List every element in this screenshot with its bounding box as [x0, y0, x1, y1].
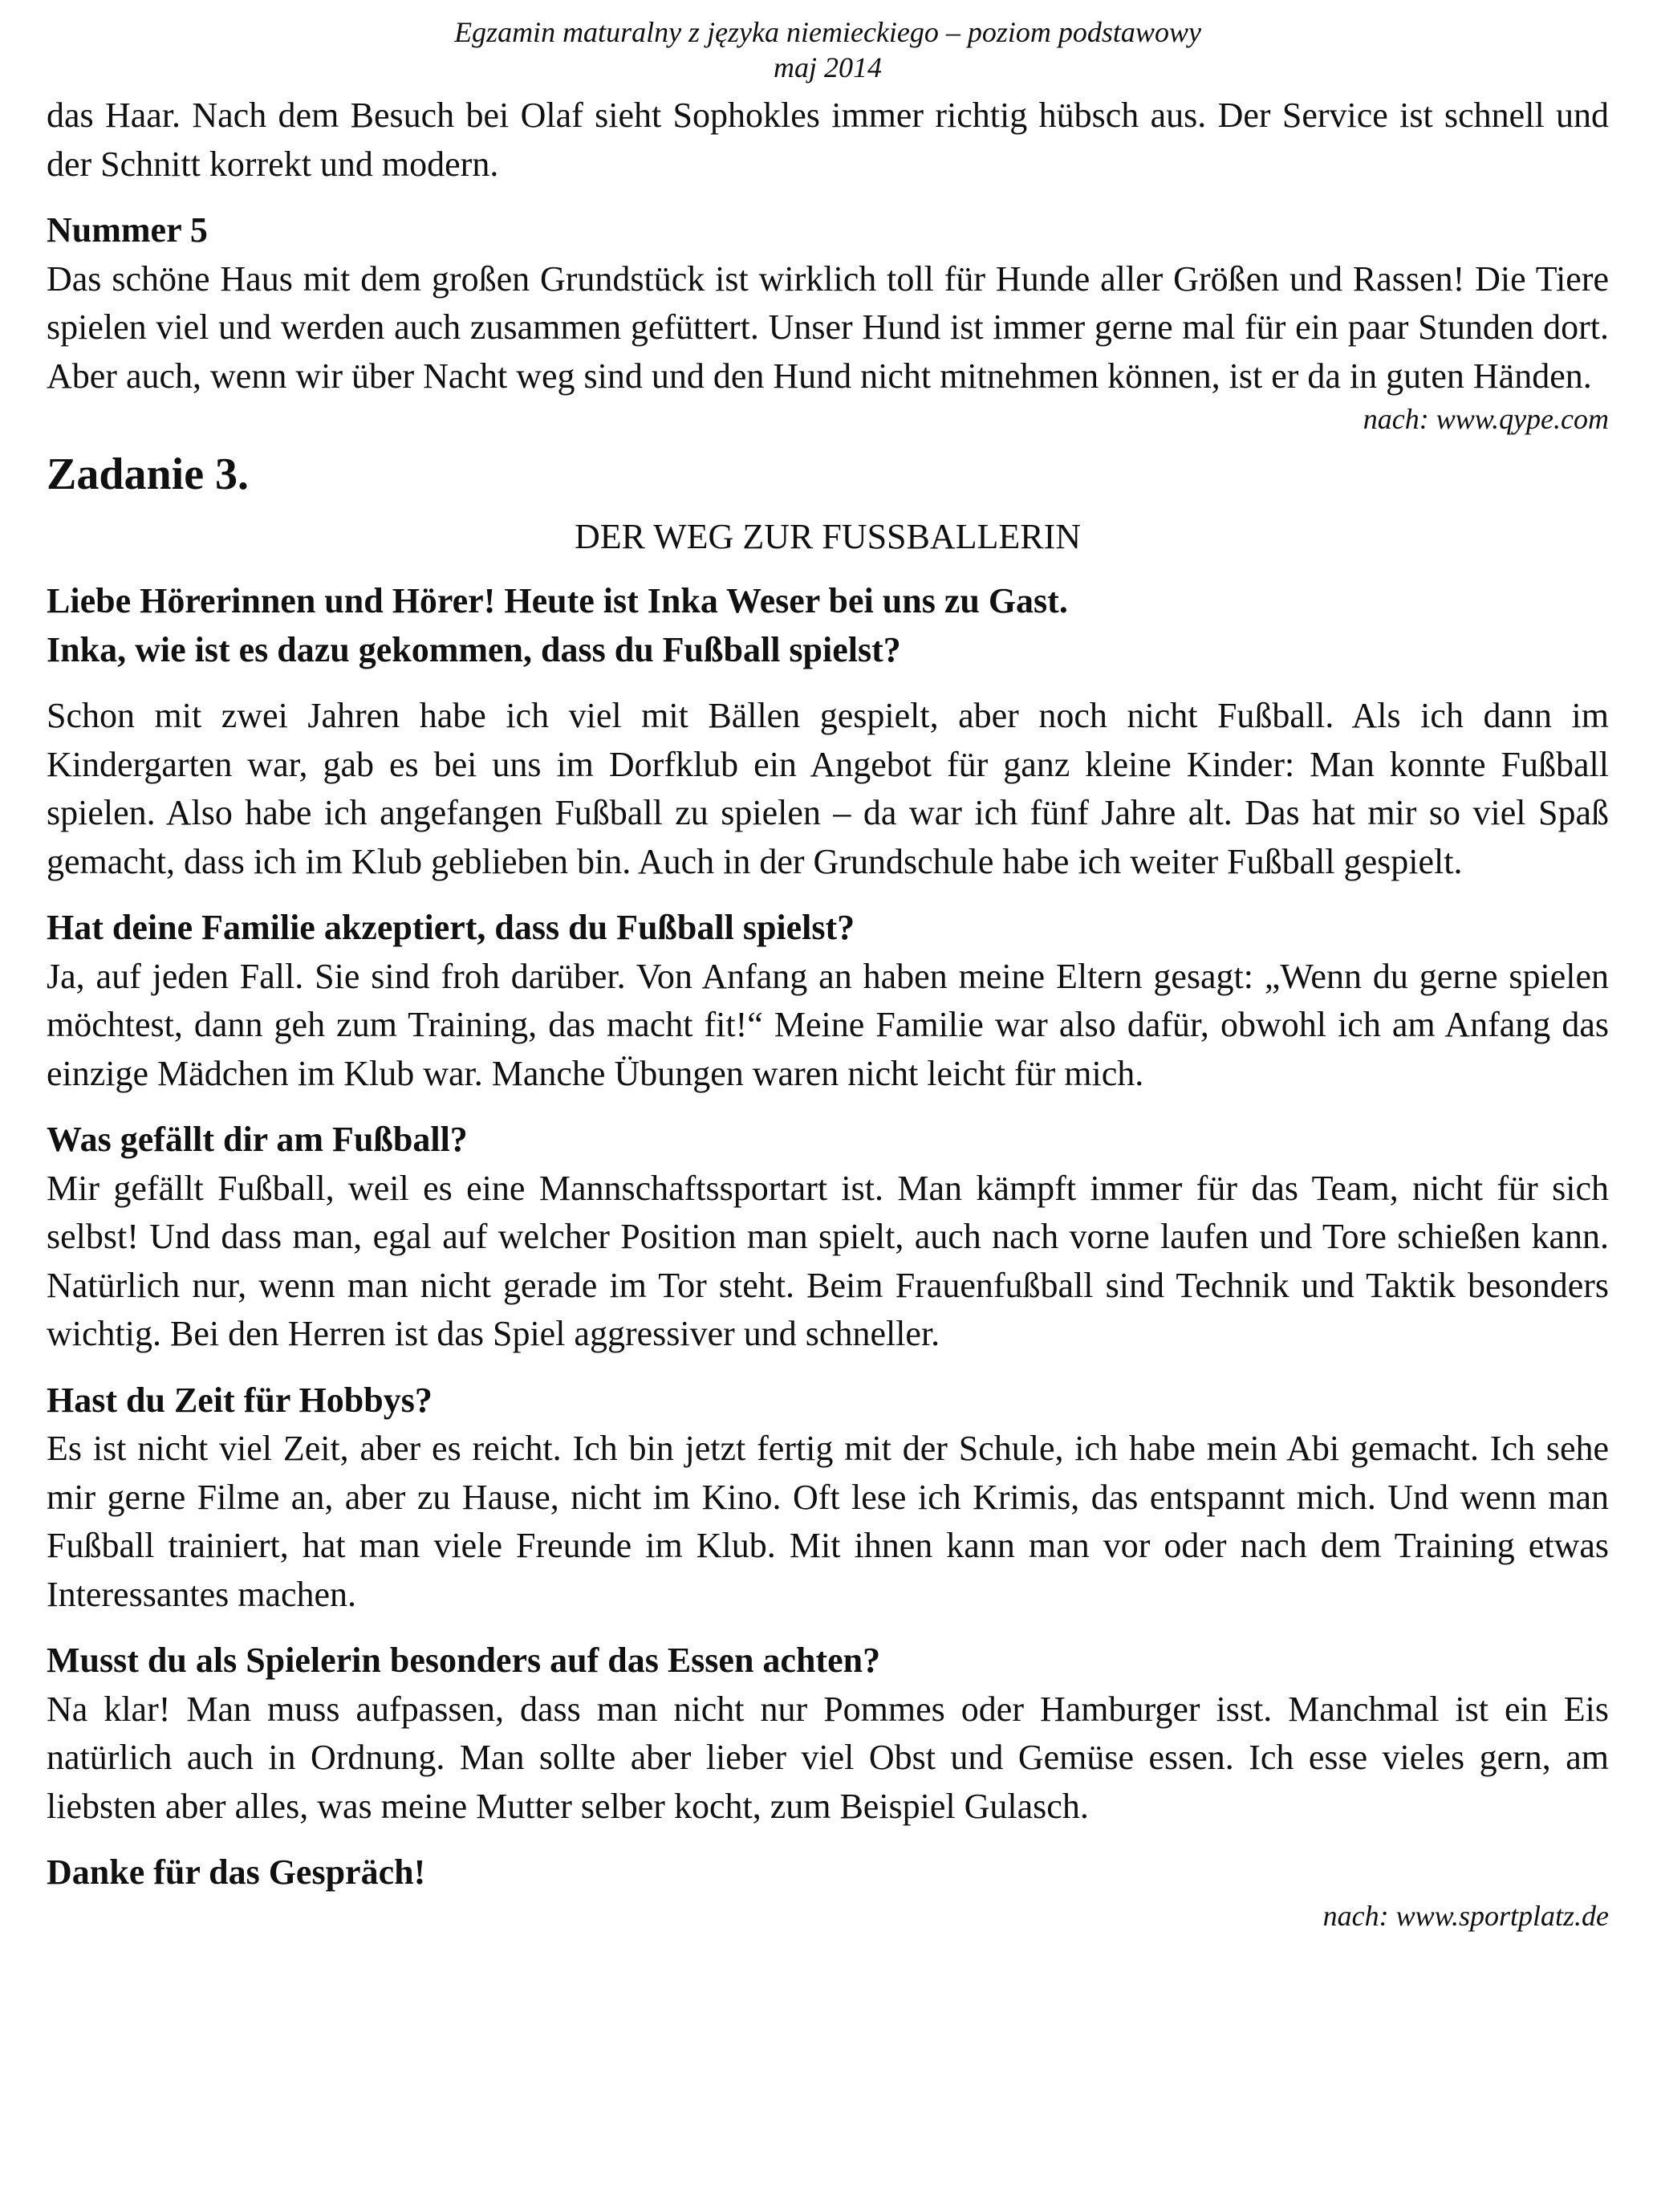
- header-exam-title: Egzamin maturalny z języka niemieckiego – poziom podstawowy: [454, 16, 1201, 48]
- answer-4: Es ist nicht viel Zeit, aber es reicht. Ich bin jetzt fertig mit der Schule, ich habe mein Abi gemacht. Ich sehe mir gerne Filme an, aber zu Hause, nicht im Kino. Oft lese ich Krimis, das entspannt mich. Und wenn man Fußball trainiert, hat man viele Freunde im Klub. Mit ihnen kann man vor oder nach dem Training etwas Interessantes machen.: [47, 1429, 1609, 1614]
- task-title: Zadanie 3.: [47, 449, 250, 499]
- qa-block-2: [47, 904, 1609, 1098]
- task3-source: nach: www.sportplatz.de: [1322, 1899, 1609, 1932]
- interview-intro: [47, 577, 1609, 674]
- header-exam-date: maj 2014: [774, 51, 882, 83]
- question-4: Hast du Zeit für Hobbys?: [47, 1380, 433, 1420]
- question-3: Was gefällt dir am Fußball?: [47, 1120, 468, 1159]
- answer-5: Na klar! Man muss aufpassen, dass man nicht nur Pommes oder Hamburger isst. Manchmal ist ein Eis natürlich auch in Ordnung. Man sollte aber lieber viel Obst und Gemüse essen. Ich esse vieles gern, am liebsten aber alles, was meine Mutter selber kocht, zum Beispiel Gulasch.: [47, 1689, 1609, 1826]
- text-title: DER WEG ZUR FUSSBALLERIN: [574, 517, 1082, 556]
- nummer5-heading: Nummer 5: [47, 210, 208, 250]
- continuation-paragraph: das Haar. Nach dem Besuch bei Olaf sieht Sophokles immer richtig hübsch aus. Der Service ist schnell und der Schnitt korrekt und modern.: [47, 96, 1609, 184]
- question-1: Inka, wie ist es dazu gekommen, dass du Fußball spielst?: [47, 629, 901, 669]
- nummer5-text: Das schöne Haus mit dem großen Grundstück ist wirklich toll für Hunde aller Größen und Rassen! Die Tiere spielen viel und werden auch zusammen gefüttert. Unser Hund ist immer gerne mal für ein paar Stunden dort. Aber auch, wenn wir über Nacht weg sind und den Hund nicht mitnehmen können, ist er da in guten Händen.: [47, 258, 1609, 396]
- nummer5-source: nach: www.qype.com: [1363, 403, 1609, 435]
- nummer5-section: [47, 206, 1609, 437]
- answer-1: Schon mit zwei Jahren habe ich viel mit Bällen gespielt, aber noch nicht Fußball. Als ich dann im Kindergarten war, gab es bei uns im Dorfklub ein Angebot für ganz kleine Kinder: Man konnte Fußball spielen. Also habe ich angefangen Fußball zu spielen – da war ich fünf Jahre alt. Das hat mir so viel Spaß gemacht, dass ich im Klub geblieben bin. Auch in der Grundschule habe ich weiter Fußball gespielt.: [47, 696, 1609, 881]
- qa-block-3: [47, 1116, 1609, 1359]
- intro-greeting: Liebe Hörerinnen und Hörer! Heute ist Inka Weser bei uns zu Gast.: [47, 581, 1068, 620]
- question-2: Hat deine Familie akzeptiert, dass du Fußball spielst?: [47, 908, 855, 947]
- question-5: Musst du als Spielerin besonders auf das Essen achten?: [47, 1641, 881, 1680]
- closing-line: Danke für das Gespräch!: [47, 1852, 426, 1892]
- answer-2: Ja, auf jeden Fall. Sie sind froh darüber. Von Anfang an haben meine Eltern gesagt: „Wenn du gerne spielen möchtest, dann geh zum Training, das macht fit!“ Meine Familie war also dafür, obwohl ich am Anfang das einzige Mädchen im Klub war. Manche Übungen waren nicht leicht für mich.: [47, 956, 1609, 1093]
- page-header: [47, 0, 1609, 85]
- qa-block-4: [47, 1376, 1609, 1620]
- qa-block-5: [47, 1637, 1609, 1831]
- answer-3: Mir gefällt Fußball, weil es eine Mannschaftssportart ist. Man kämpft immer für das Team, nicht für sich selbst! Und dass man, egal auf welcher Position man spielt, auch nach vorne laufen und Tore schießen kann. Natürlich nur, wenn man nicht gerade im Tor steht. Beim Frauenfußball sind Technik und Taktik besonders wichtig. Bei den Herren ist das Spiel aggressiver und schneller.: [47, 1168, 1609, 1353]
